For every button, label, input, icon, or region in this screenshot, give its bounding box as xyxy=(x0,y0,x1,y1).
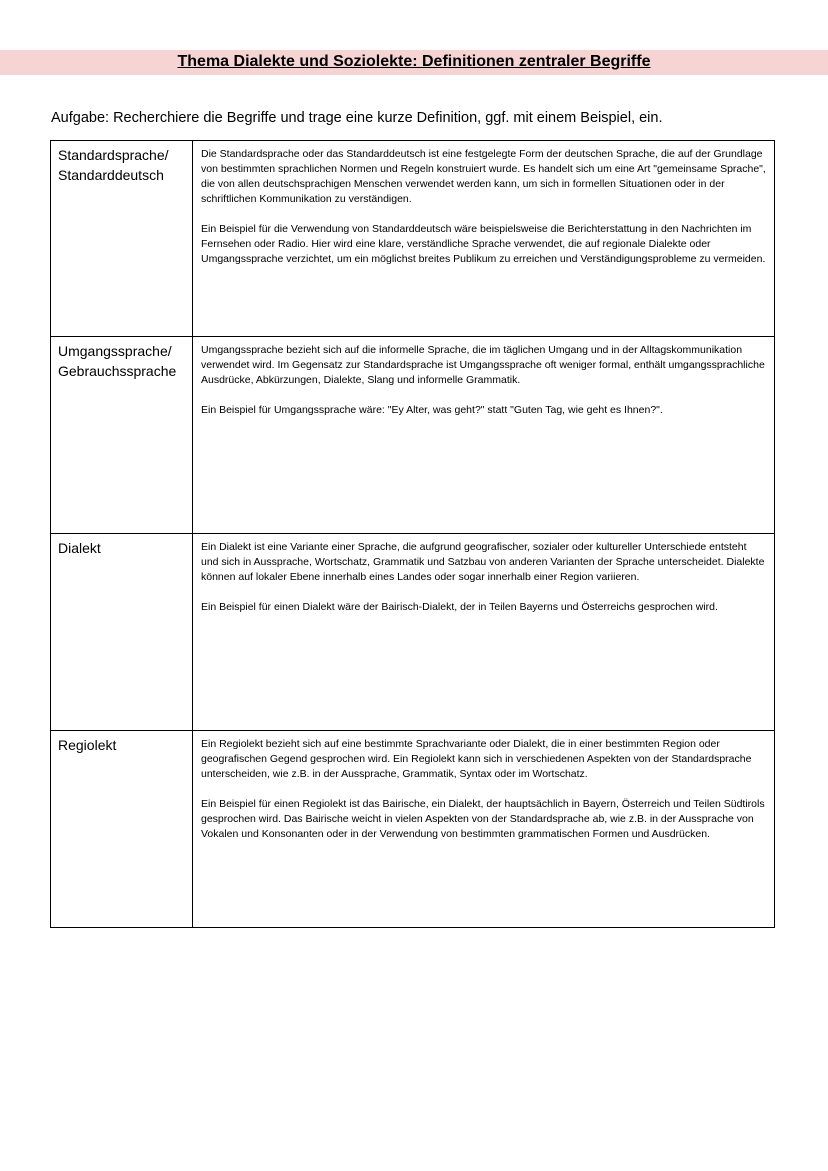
example-text: Ein Beispiel für Umgangssprache wäre: "Ey Alter, was geht?" statt "Guten Tag, wie geht es Ihnen?". xyxy=(201,404,663,416)
page-title: Thema Dialekte und Soziolekte: Definitionen zentraler Begriffe xyxy=(177,53,651,70)
definition-cell[interactable] xyxy=(193,141,775,337)
term-label: Dialekt xyxy=(58,540,101,556)
definition-text: Die Standardsprache oder das Standarddeutsch ist eine festgelegte Form der deutschen Sprache, die auf der Grundlage von bestimmten sprachlichen Normen und Regeln konstruiert wurde. Es handelt sich um eine Art "gemeinsame Sprache", die von allen deutschsprachigen Menschen verwendet werden kann, um sich in formellen Situationen oder in der schriftlichen Kommunikation zu verständigen. xyxy=(201,148,766,205)
table-row-dialekt xyxy=(51,534,775,731)
table-row-standardsprache xyxy=(51,141,775,337)
definitions-table xyxy=(50,140,775,928)
term-cell xyxy=(51,731,193,928)
definition-text: Umgangssprache bezieht sich auf die informelle Sprache, die im täglichen Umgang und in der Alltagskommunikation verwendet wird. Im Gegensatz zur Standardsprache ist Umgangssprache oft weniger formal, enthält umgangssprachliche Ausdrücke, Abkürzungen, Dialekte, Slang und informelle Grammatik. xyxy=(201,344,765,386)
definition-text: Ein Regiolekt bezieht sich auf eine bestimmte Sprachvariante oder Dialekt, die in einer bestimmten Region oder geografischen Gegend gesprochen wird. Ein Regiolekt kann sich in verschiedenen Aspekten von der Standardsprache unterscheiden, wie z.B. in der Aussprache, Grammatik, Syntax oder im Wortschatz. xyxy=(201,738,752,780)
term-cell xyxy=(51,141,193,337)
example-text: Ein Beispiel für die Verwendung von Standarddeutsch wäre beispielsweise die Berichterstattung in den Nachrichten im Fernsehen oder Radio. Hier wird eine klare, verständliche Sprache verwendet, die auf regionale Dialekte oder Umgangssprache verzichtet, um ein möglichst breites Publikum zu erreichen und Verständigungsprobleme zu vermeiden. xyxy=(201,223,766,265)
table-row-umgangssprache xyxy=(51,337,775,534)
term-cell xyxy=(51,337,193,534)
term-cell xyxy=(51,534,193,731)
definition-cell[interactable] xyxy=(193,534,775,731)
term-label: Regiolekt xyxy=(58,737,117,753)
term-label: Standardsprache/ Standarddeutsch xyxy=(58,147,169,183)
term-label: Umgangssprache/ Gebrauchssprache xyxy=(58,343,177,379)
table-row-regiolekt xyxy=(51,731,775,928)
example-text: Ein Beispiel für einen Dialekt wäre der Bairisch-Dialekt, der in Teilen Bayerns und Österreichs gesprochen wird. xyxy=(201,601,718,613)
task-instruction: Aufgabe: Recherchiere die Begriffe und trage eine kurze Definition, ggf. mit einem Beispiel, ein. xyxy=(51,110,663,126)
definition-cell[interactable] xyxy=(193,731,775,928)
example-text: Ein Beispiel für einen Regiolekt ist das Bairische, ein Dialekt, der hauptsächlich in Bayern, Österreich und Teilen Südtirols gesprochen wird. Das Bairische weicht in vielen Aspekten von der Standardsprache ab, wie z.B. in der Aussprache von Vokalen und Konsonanten oder in der Verwendung von bestimmten grammatischen Formen und Ausdrücken. xyxy=(201,798,765,840)
definition-cell[interactable] xyxy=(193,337,775,534)
definition-text: Ein Dialekt ist eine Variante einer Sprache, die aufgrund geografischer, sozialer oder kultureller Unterschiede entsteht und sich in Aussprache, Wortschatz, Grammatik und Satzbau von anderen Varianten der Sprache unterscheidet. Dialekte können auf lokaler Ebene innerhalb eines Landes oder sogar innerhalb einer Region variieren. xyxy=(201,541,765,583)
